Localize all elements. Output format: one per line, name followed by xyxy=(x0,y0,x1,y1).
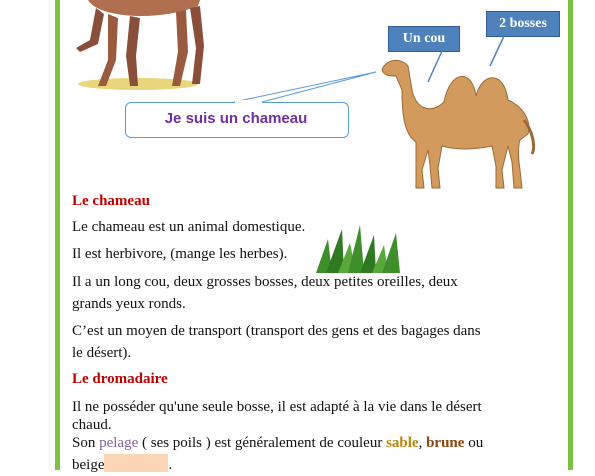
paragraph-line-colors xyxy=(72,432,483,454)
grass-illustration xyxy=(312,225,404,273)
paragraph-line: le désert). xyxy=(72,345,132,361)
section-heading-chameau: Le chameau xyxy=(72,193,150,209)
paragraph-line: Il ne posséder qu'une seule bosse, il est adapté à la vie dans le désert xyxy=(72,399,482,415)
text-fragment: Son xyxy=(72,435,100,451)
beige-color-swatch xyxy=(104,454,168,472)
brune-word: brune xyxy=(426,435,465,451)
beige-word: beige xyxy=(72,457,105,473)
paragraph-line: Il a un long cou, deux grosses bosses, deux petites oreilles, deux xyxy=(72,274,458,290)
text-fragment: , xyxy=(418,435,427,451)
paragraph-line: grands yeux ronds. xyxy=(72,296,186,312)
speech-bubble-text: Je suis un chameau xyxy=(164,110,308,127)
paragraph-line: Il est herbivore, (mange les herbes). xyxy=(72,246,288,262)
bubble-joint xyxy=(234,100,264,104)
text-fragment: . xyxy=(168,457,173,473)
paragraph-line: chaud. xyxy=(72,417,112,433)
text-fragment: ( ses poils ) est généralement de couleur xyxy=(138,435,387,451)
text-fragment: ou xyxy=(464,435,484,451)
humps-label: 2 bosses xyxy=(486,11,560,37)
callout-connectors xyxy=(0,0,595,200)
neck-label: Un cou xyxy=(388,26,460,52)
sable-word: sable xyxy=(386,435,419,451)
pelage-word: pelage xyxy=(99,435,139,451)
paragraph-line-beige xyxy=(72,454,172,476)
section-heading-dromadaire: Le dromadaire xyxy=(72,371,168,387)
paragraph-line: C’est un moyen de transport (transport des gens et des bagages dans xyxy=(72,323,481,339)
paragraph-line: Le chameau est un animal domestique. xyxy=(72,219,306,235)
